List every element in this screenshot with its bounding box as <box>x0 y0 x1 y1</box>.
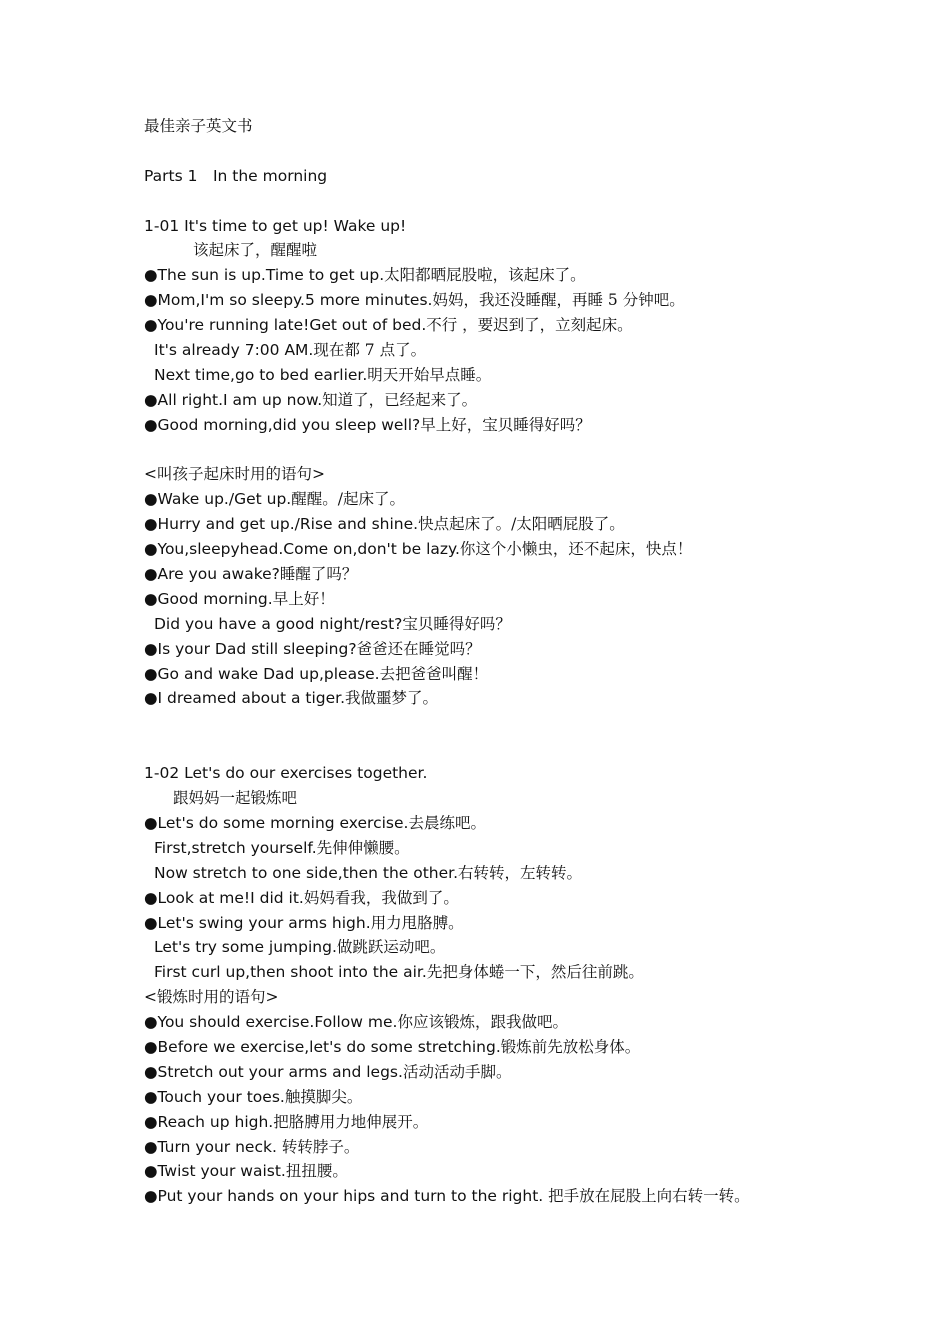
text-line <box>144 338 924 363</box>
section-1-group-heading: <叫孩子起床时用的语句> <box>144 465 325 484</box>
english-phrase: First curl up,then shoot into the air. <box>154 963 427 982</box>
text-line <box>144 1184 924 1209</box>
english-phrase: You should exercise.Follow me. <box>157 1013 398 1032</box>
spacer <box>144 438 924 463</box>
text-line <box>144 886 924 911</box>
bullet-icon: ● <box>144 390 158 409</box>
chinese-translation: 宝贝睡得好吗？ <box>402 614 511 633</box>
chinese-translation: 扭扭腰。 <box>285 1162 348 1181</box>
spacer <box>144 189 924 214</box>
bullet-icon: ● <box>144 1087 158 1106</box>
english-phrase: Touch your toes. <box>157 1087 285 1106</box>
bullet-icon: ● <box>144 415 158 434</box>
english-phrase: Stretch out your arms and legs. <box>157 1062 403 1081</box>
section-1-lines <box>144 263 924 437</box>
section-2-heading: 1-02 Let's do our exercises together. <box>144 764 428 783</box>
english-phrase: Look at me!I did it. <box>157 888 304 907</box>
bullet-icon: ● <box>144 565 158 584</box>
chinese-translation: 妈妈，我还没睡醒，再睡 5 分钟吧。 <box>432 291 685 310</box>
english-phrase: Now stretch to one side,then the other. <box>154 863 459 882</box>
text-line <box>144 1135 924 1160</box>
english-phrase: Wake up./Get up. <box>157 490 292 509</box>
chinese-translation: 你应该锻炼，跟我做吧。 <box>397 1013 568 1032</box>
english-phrase: The sun is up.Time to get up. <box>157 266 385 285</box>
english-phrase: Let's swing your arms high. <box>157 913 371 932</box>
chinese-translation: 醒醒。/起床了。 <box>291 490 405 509</box>
english-phrase: Let's do some morning exercise. <box>157 813 409 832</box>
bullet-icon: ● <box>144 913 158 932</box>
text-line <box>144 413 924 438</box>
section-2-group-lines <box>144 1010 924 1209</box>
english-phrase: Good morning,did you sleep well? <box>157 415 421 434</box>
english-phrase: Twist your waist. <box>157 1162 286 1181</box>
english-phrase: It's already 7:00 AM. <box>154 341 314 360</box>
bullet-icon: ● <box>144 1037 158 1056</box>
section-1-group-lines <box>144 487 924 711</box>
chinese-translation: 知道了，已经起来了。 <box>322 390 478 409</box>
chinese-translation: 锻炼前先放松身体。 <box>500 1037 641 1056</box>
section-1-heading: 1-01 It's time to get up! Wake up! <box>144 216 407 235</box>
bullet-icon: ● <box>144 639 158 658</box>
chinese-translation: 用力甩胳膊。 <box>370 913 464 932</box>
text-line <box>144 537 924 562</box>
document-title: 最佳亲子英文书 <box>144 117 253 135</box>
text-line <box>144 487 924 512</box>
chinese-translation: 去晨练吧。 <box>408 813 486 832</box>
bullet-icon: ● <box>144 689 158 708</box>
chinese-translation: 早上好！ <box>272 589 335 608</box>
bullet-icon: ● <box>144 316 158 335</box>
english-phrase: Turn your neck. <box>157 1137 282 1156</box>
english-phrase: Good morning. <box>157 589 273 608</box>
text-line <box>144 861 924 886</box>
english-phrase: All right.I am up now. <box>157 390 323 409</box>
text-line <box>144 911 924 936</box>
spacer <box>144 139 924 164</box>
text-line <box>144 811 924 836</box>
bullet-icon: ● <box>144 1137 158 1156</box>
chinese-translation: 去把爸爸叫醒！ <box>379 664 489 683</box>
spacer <box>144 711 924 736</box>
english-phrase: You're running late!Get out of bed. <box>157 316 427 335</box>
text-line <box>144 1085 924 1110</box>
text-line <box>144 1035 924 1060</box>
text-line <box>144 363 924 388</box>
chinese-translation: 不行 ，要迟到了，立刻起床。 <box>426 316 633 335</box>
document-body <box>144 114 924 1209</box>
chinese-translation: 转转脖子。 <box>281 1137 360 1156</box>
section-2-group-heading: <锻炼时用的语句> <box>144 988 279 1007</box>
english-phrase: Next time,go to bed earlier. <box>154 365 368 384</box>
text-line <box>144 637 924 662</box>
bullet-icon: ● <box>144 490 158 509</box>
english-phrase: Are you awake? <box>157 565 280 584</box>
english-phrase: Reach up high. <box>157 1112 274 1131</box>
text-line <box>144 1110 924 1135</box>
section-2-lines <box>144 811 924 985</box>
text-line <box>144 313 924 338</box>
chinese-translation: 先把身体蜷一下，然后往前跳。 <box>426 963 644 982</box>
chinese-translation: 把手放在屁股上向右转一转。 <box>548 1187 750 1206</box>
chinese-translation: 明天开始早点睡。 <box>367 365 492 384</box>
english-phrase: Let's try some jumping. <box>154 938 337 957</box>
text-line <box>144 836 924 861</box>
english-phrase: Go and wake Dad up,please. <box>157 664 380 683</box>
english-phrase: First,stretch yourself. <box>154 838 317 857</box>
chinese-translation: 做跳跃运动吧。 <box>336 938 446 957</box>
english-phrase: Hurry and get up./Rise and shine. <box>157 515 419 534</box>
bullet-icon: ● <box>144 1013 158 1032</box>
text-line <box>144 288 924 313</box>
bullet-icon: ● <box>144 664 158 683</box>
chinese-translation: 早上好，宝贝睡得好吗？ <box>420 415 591 434</box>
chinese-translation: 右转转，左转转。 <box>458 863 583 882</box>
text-line <box>144 935 924 960</box>
section-2-subheading: 跟妈妈一起锻炼吧 <box>173 789 298 808</box>
chinese-translation: 太阳都晒屁股啦，该起床了。 <box>384 266 586 285</box>
bullet-icon: ● <box>144 515 158 534</box>
text-line <box>144 263 924 288</box>
text-line <box>144 388 924 413</box>
spacer <box>144 736 924 761</box>
text-line <box>144 587 924 612</box>
bullet-icon: ● <box>144 1187 158 1206</box>
chinese-translation: 触摸脚尖。 <box>284 1087 363 1106</box>
chinese-translation: 现在都 7 点了。 <box>313 341 427 360</box>
text-line <box>144 960 924 985</box>
text-line <box>144 686 924 711</box>
bullet-icon: ● <box>144 1112 158 1131</box>
text-line <box>144 612 924 637</box>
chinese-translation: 妈妈看我，我做到了。 <box>303 888 459 907</box>
chinese-translation: 活动活动手脚。 <box>402 1062 512 1081</box>
chinese-translation: 爸爸还在睡觉吗？ <box>356 639 481 658</box>
english-phrase: Before we exercise,let's do some stretching. <box>157 1037 501 1056</box>
chinese-translation: 快点起床了。/太阳晒屁股了。 <box>418 515 625 534</box>
text-line <box>144 1060 924 1085</box>
text-line <box>144 1010 924 1035</box>
english-phrase: I dreamed about a tiger. <box>157 689 346 708</box>
part-heading: Parts 1 In the morning <box>144 166 328 185</box>
text-line <box>144 562 924 587</box>
chinese-translation: 先伸伸懒腰。 <box>316 838 410 857</box>
bullet-icon: ● <box>144 888 158 907</box>
bullet-icon: ● <box>144 540 158 559</box>
bullet-icon: ● <box>144 589 158 608</box>
text-line <box>144 662 924 687</box>
english-phrase: You,sleepyhead.Come on,don't be lazy. <box>157 540 460 559</box>
chinese-translation: 你这个小懒虫，还不起床，快点！ <box>459 540 693 559</box>
bullet-icon: ● <box>144 1062 158 1081</box>
bullet-icon: ● <box>144 813 158 832</box>
chinese-translation: 把胳膊用力地伸展开。 <box>273 1112 429 1131</box>
english-phrase: Mom,I'm so sleepy.5 more minutes. <box>157 291 433 310</box>
bullet-icon: ● <box>144 266 158 285</box>
english-phrase: Did you have a good night/rest? <box>154 614 403 633</box>
english-phrase: Put your hands on your hips and turn to the right. <box>157 1187 549 1206</box>
text-line <box>144 1159 924 1184</box>
bullet-icon: ● <box>144 291 158 310</box>
section-1-subheading: 该起床了，醒醒啦 <box>193 241 318 260</box>
chinese-translation: 我做噩梦了。 <box>345 689 439 708</box>
bullet-icon: ● <box>144 1162 158 1181</box>
english-phrase: Is your Dad still sleeping? <box>157 639 357 658</box>
text-line <box>144 512 924 537</box>
chinese-translation: 睡醒了吗？ <box>279 565 358 584</box>
